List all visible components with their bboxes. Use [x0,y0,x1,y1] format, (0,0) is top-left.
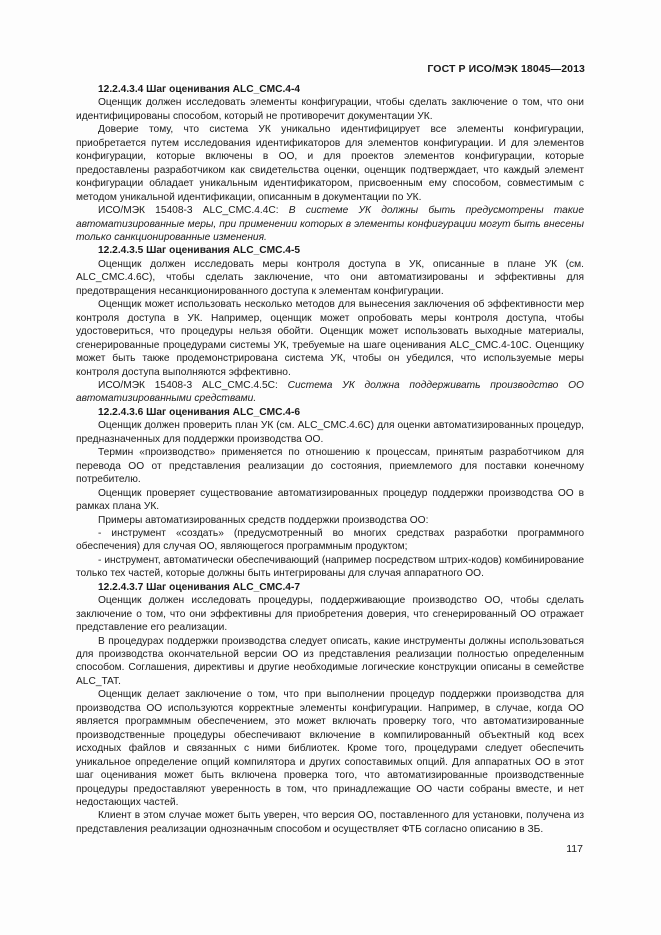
requirement-text: Система УК должна поддерживать производство ОО автоматизированными средствами. [76,379,584,405]
paragraph: В процедурах поддержки производства следует описать, какие инструменты должны использоваться для производства окончательной версии ОО из представления реализации полностью определенным способом. Соглашения, директивы и другие необходимые логические конструкции описаны в семействе ALC_TAT. [76,635,584,687]
requirement-text: В системе УК должны быть предусмотрены такие автоматизированные меры, при применении которых в элементы конфигурации могут быть внесены только санкционированные изменения. [76,205,584,243]
paragraph: Оценщик должен проверить план УК (см. ALC_CMC.4.6C) для оценки автоматизированных процедур, предназначенных для поддержки производства ОО. [76,420,584,445]
paragraph: Оценщик делает заключение о том, что при выполнении процедур поддержки производства для производства ОО используются корректные элементы конфигурации. Например, в случае, когда ОО является программным обеспечением, это может включать проверку того, что автоматизированные производственные процедуры обеспечивают включение в компилированный объектный код всех исходных файлов и связанных с ними библиотек. Кроме того, процедурами следует обеспечить уникальное определение опций компилятора и других сопоставимых опций. Для аппаратных ОО в этот шаг оценивания может быть включена проверка того, что автоматизированные производственные процедуры предоставляют уверенность в том, что принадлежащие ОО части собраны вместе, и нет недостающих частей. [76,689,584,809]
paragraph: Оценщик должен исследовать процедуры, поддерживающие производство ОО, чтобы сделать заключение о том, что они эффективны для приобретения доверия, что сгенерированный ОО отражает представление его реализации. [76,595,584,634]
paragraph: Термин «производство» применяется по отношению к процессам, принятым разработчиком для перевода ОО от представления реализации до состояния, приемлемого для поставки конечному потребителю. [76,447,584,486]
paragraph: Оценщик должен исследовать элементы конфигурации, чтобы сделать заключение о том, что они идентифицированы способом, который не противоречит документации УК. [76,97,584,122]
page-number: 117 [566,843,583,855]
requirement-reference: ИСО/МЭК 15408-3 ALC_CMC.4.5C: [98,379,288,391]
section-heading: 12.2.4.3.7 Шаг оценивания ALC_CMC.4-7 [98,581,301,593]
requirement-paragraph [76,204,584,244]
list-item: - инструмент, автоматически обеспечивающий (например посредством штрих-кодов) комбинирование только тех частей, которые должны быть интегрированы для случая аппаратного ОО. [76,554,584,580]
document-standard-code: ГОСТ Р ИСО/МЭК 18045—2013 [427,63,585,75]
paragraph: Оценщик может использовать несколько методов для вынесения заключения об эффективности мер контроля доступа в УК. Например, оценщик может опробовать меры контроля доступа, чтобы удостовериться, что процедуры нельзя обойти. Оценщик может использовать выходные материалы, сгенерированные процедурами системы УК, требуемые на шаге оценивания ALC_CMC.4-10C. Оценщику может быть также продемонстрирована система УК, чтобы он убедился, что используемые меры контроля доступа выполняются эффективно. [76,299,584,378]
document-body [76,83,584,836]
paragraph: Примеры автоматизированных средств поддержки производства ОО: [98,514,429,526]
requirement-reference: ИСО/МЭК 15408-3 ALC_CMC.4.4C: [98,205,289,217]
requirement-paragraph [76,379,584,406]
section-heading: 12.2.4.3.5 Шаг оценивания ALC_CMC.4-5 [98,245,301,257]
paragraph: Клиент в этом случае может быть уверен, что версия ОО, поставленного для установки, получена из представления реализации однозначным способом и осуществляет ФТБ согласно описанию в ЗБ. [76,810,584,835]
paragraph: Оценщик должен исследовать меры контроля доступа в УК, описанные в плане УК (см. ALC_CMC.4.6C), чтобы сделать заключение, что они автоматизированы и эффективны для предотвращения несанкционированного доступа к элементам конфигурации. [76,258,584,297]
section-heading: 12.2.4.3.4 Шаг оценивания ALC_CMC.4-4 [98,84,301,95]
section-heading: 12.2.4.3.6 Шаг оценивания ALC_CMC.4-6 [98,406,301,418]
list-item: - инструмент «создать» (предусмотренный во многих средствах разработки программного обеспечения) для случая ОО, являющегося программным продуктом; [76,527,584,553]
paragraph: Оценщик проверяет существование автоматизированных процедур поддержки производства ОО в рамках плана УК. [76,487,584,513]
paragraph: Доверие тому, что система УК уникально идентифицирует все элементы конфигурации, приобретается путем исследования идентификаторов для элементов конфигурации. И для элементов конфигурации, которые включены в ОО, и для проектов элементов конфигурации, которые предоставлены разработчиком как свидетельства оценки, оценщик подтверждает, что каждый элемент конфигурации обладает уникальным идентификатором, присвоенным ему способом, совместимым с методом уникальной идентификации, описанным в документации по УК. [76,124,584,203]
